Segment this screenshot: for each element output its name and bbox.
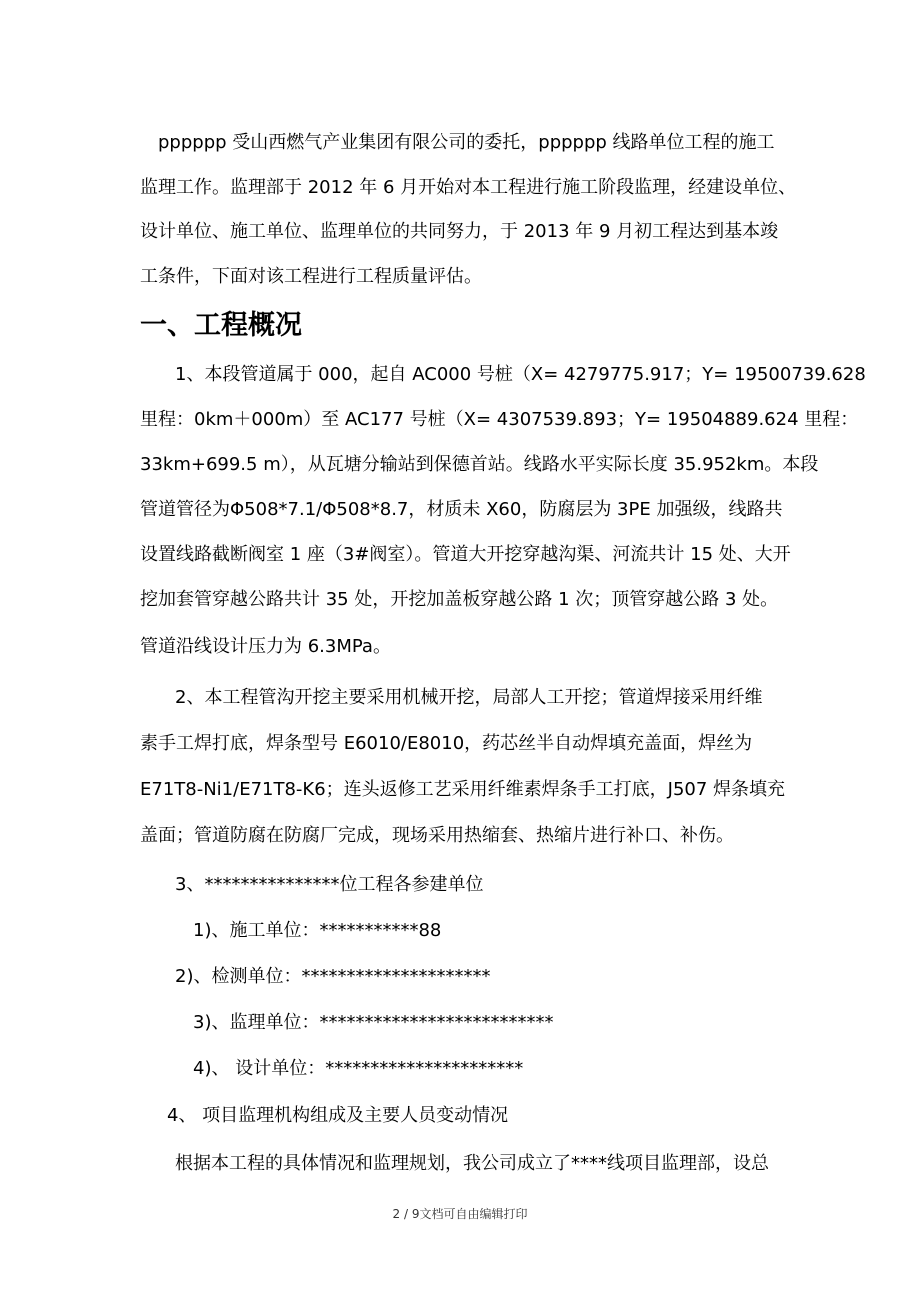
para1-line-1: 1、本段管道属于 000，起自 AC000 号桩（X= 4279775.917；Y= 19500739.628 — [175, 364, 866, 385]
para2-line-4: 盖面；管道防腐在防腐厂完成，现场采用热缩套、热缩片进行补口、补伤。 — [140, 825, 734, 846]
page-footer: 2 / 9文档可自由编辑打印 — [392, 1207, 528, 1221]
unit-design: 4)、 设计单位：********************** — [193, 1058, 524, 1079]
para1-line-2: 里程：0km＋000m）至 AC177 号桩（X= 4307539.893；Y= 19504889.624 里程： — [140, 409, 859, 430]
item3-title: 3、***************位工程各参建单位 — [175, 874, 484, 895]
intro-line-1: pppppp 受山西燃气产业集团有限公司的委托，pppppp 线路单位工程的施工 — [158, 132, 775, 153]
para2-line-1: 2、本工程管沟开挖主要采用机械开挖，局部人工开挖；管道焊接采用纤维 — [175, 687, 763, 708]
para1-line-3: 33km+699.5 m），从瓦塘分输站到保德首站。线路水平实际长度 35.952km。本段 — [140, 454, 819, 475]
para1-line-5: 设置线路截断阀室 1 座（3#阀室）。管道大开挖穿越沟渠、河流共计 15 处、大开 — [140, 544, 791, 565]
para4-line-1: 根据本工程的具体情况和监理规划，我公司成立了****线项目监理部，设总 — [175, 1153, 769, 1174]
para2-line-2: 素手工焊打底，焊条型号 E6010/E8010，药芯丝半自动焊填充盖面，焊丝为 — [140, 733, 753, 754]
intro-line-2: 监理工作。监理部于 2012 年 6 月开始对本工程进行施工阶段监理，经建设单位、 — [140, 177, 797, 198]
unit-supervision: 3)、监理单位：************************** — [193, 1012, 554, 1033]
para2-line-3: E71T8-Ni1/E71T8-K6；连头返修工艺采用纤维素焊条手工打底，J507 焊条填充 — [140, 779, 786, 800]
para1-line-6: 挖加套管穿越公路共计 35 处，开挖加盖板穿越公路 1 次；顶管穿越公路 3 处。 — [140, 589, 779, 610]
para1-line-4: 管道管径为Φ508*7.1/Φ508*8.7，材质未 X60，防腐层为 3PE 加强级，线路共 — [140, 499, 783, 520]
item4-title: 4、 项目监理机构组成及主要人员变动情况 — [167, 1105, 509, 1126]
para1-line-7: 管道沿线设计压力为 6.3MPa。 — [140, 636, 391, 657]
unit-inspection: 2)、检测单位：********************* — [175, 966, 491, 987]
intro-line-4: 工条件，下面对该工程进行工程质量评估。 — [140, 266, 482, 287]
section-heading: 一、工程概况 — [140, 310, 302, 341]
unit-construction: 1)、施工单位：***********88 — [193, 920, 442, 941]
intro-line-3: 设计单位、施工单位、监理单位的共同努力，于 2013 年 9 月初工程达到基本竣 — [140, 221, 779, 242]
